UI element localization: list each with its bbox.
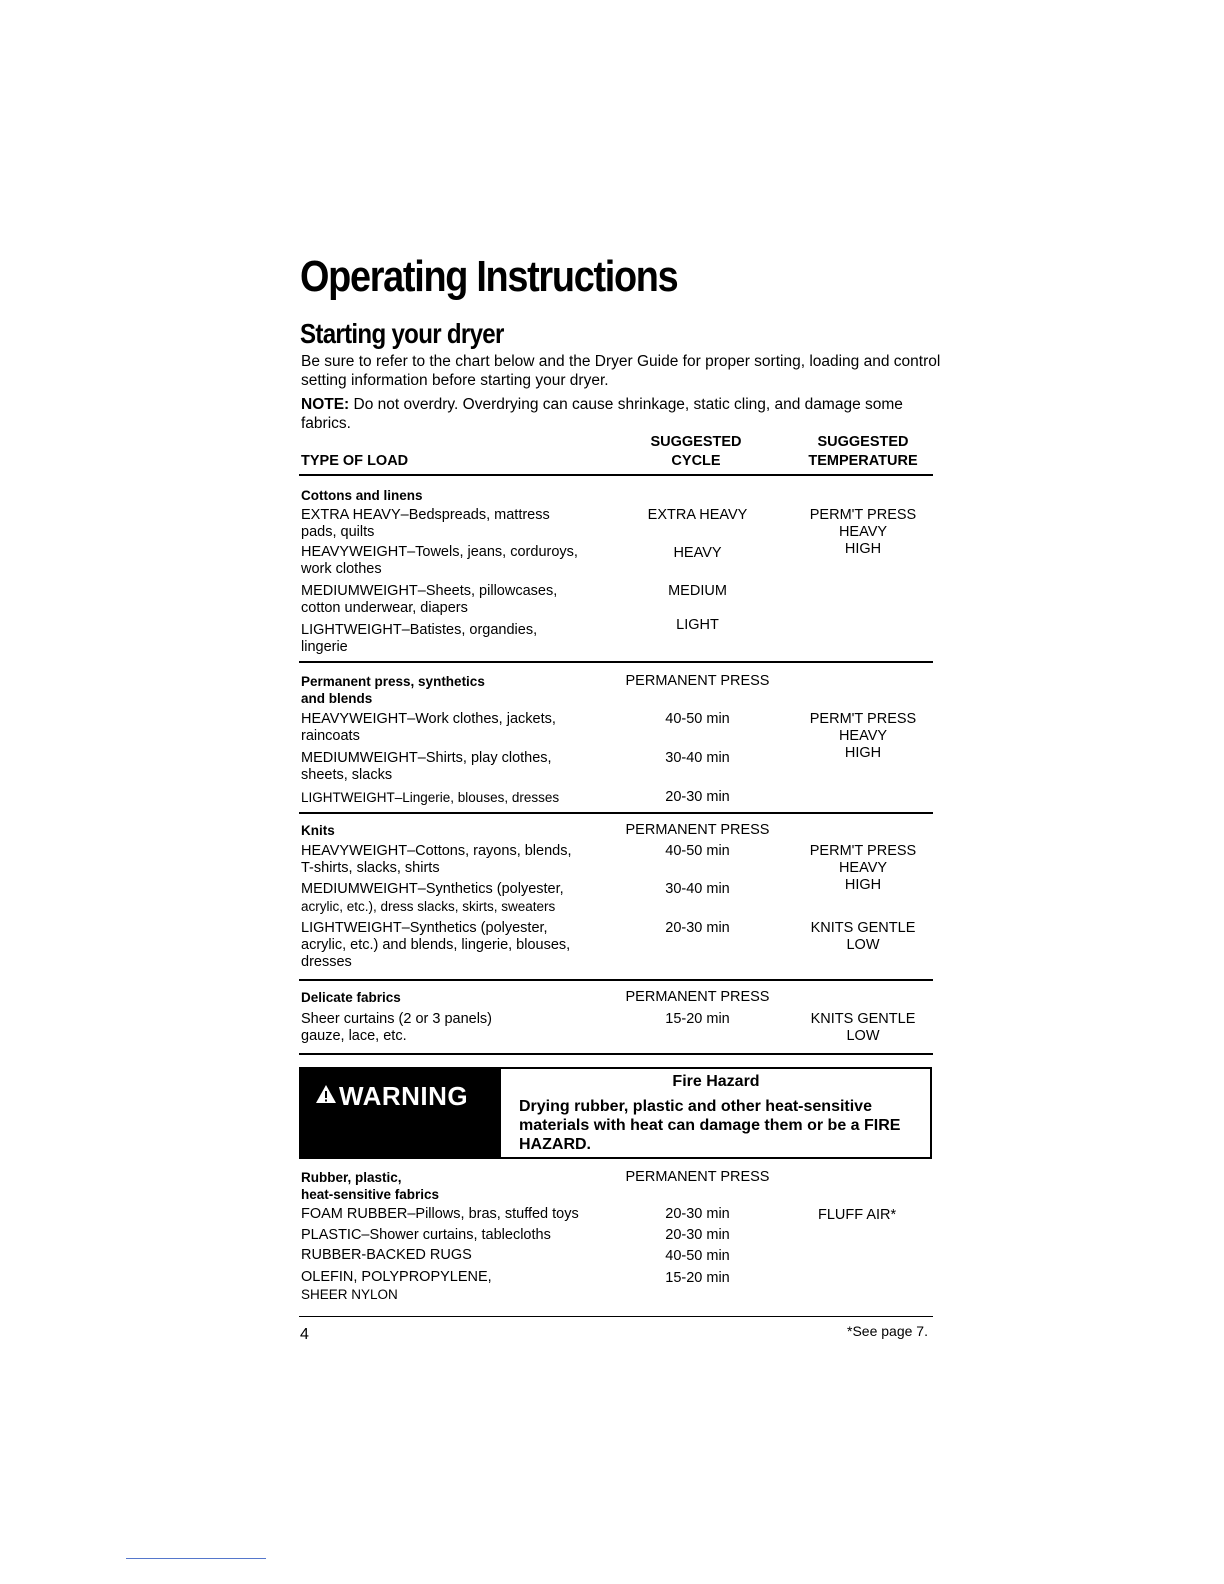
knits-temp-5: LOW [846,937,880,953]
permpress-row2-a: MEDIUMWEIGHT–Shirts, play clothes, [301,750,552,766]
cottons-row3-b: cotton underwear, diapers [301,600,468,616]
rubber-row4-b: SHEER NYLON [301,1287,398,1302]
permpress-row3-time: 20-30 min [665,789,730,805]
cottons-row3-a: MEDIUMWEIGHT–Sheets, pillowcases, [301,583,558,599]
note-label: NOTE: [301,396,350,413]
warning-label: WARNING [339,1081,469,1111]
rubber-row1-time: 20-30 min [665,1206,730,1222]
rubber-temp: FLUFF AIR* [818,1207,897,1223]
bottom-rule [126,1558,266,1559]
permpress-row1-a: HEAVYWEIGHT–Work clothes, jackets, [301,711,556,727]
knits-row3-b: acrylic, etc.) and blends, lingerie, blouses, [301,937,571,953]
page-number: 4 [300,1326,309,1343]
permpress-row3: LIGHTWEIGHT–Lingerie, blouses, dresses [301,790,560,805]
cottons-row3-cycle: MEDIUM [668,583,727,599]
cottons-title: Cottons and linens [301,488,423,503]
warning-label-panel [301,1069,501,1157]
knits-row1-time: 40-50 min [665,843,730,859]
permpress-row1-time: 40-50 min [665,711,730,727]
cottons-temp-3: HIGH [844,541,882,557]
permpress-title-2: and blends [301,691,373,706]
delicate-temp-1: KNITS GENTLE [810,1011,916,1027]
header-cycle-2: CYCLE [671,453,721,469]
rule [299,979,933,981]
rubber-row2-time: 20-30 min [665,1227,730,1243]
warning-heading: Fire Hazard [672,1073,760,1090]
knits-row3-c: dresses [301,954,352,970]
header-temp-1: SUGGESTED [817,434,909,450]
cottons-row1-b: pads, quilts [301,524,375,540]
rubber-row4-a: OLEFIN, POLYPROPYLENE, [301,1269,492,1285]
delicate-row1-b: gauze, lace, etc. [301,1028,407,1044]
cottons-row4-cycle: LIGHT [676,617,719,633]
knits-cycle: PERMANENT PRESS [625,822,770,838]
header-temp-2: TEMPERATURE [808,453,918,469]
knits-row2-a: MEDIUMWEIGHT–Synthetics (polyester, [301,881,564,897]
rubber-row3: RUBBER-BACKED RUGS [301,1247,472,1263]
permpress-row2-time: 30-40 min [665,750,730,766]
rubber-row3-time: 40-50 min [665,1248,730,1264]
intro-text [301,352,941,438]
header-type-of-load: TYPE OF LOAD [301,453,409,469]
knits-temp-3: HIGH [844,877,882,893]
permpress-temp-3: HIGH [844,745,882,761]
cottons-row4-b: lingerie [301,639,348,655]
rubber-title-1: Rubber, plastic, [301,1170,402,1185]
header-cycle-1: SUGGESTED [650,434,742,450]
footer-rule [299,1316,933,1317]
cottons-row2-cycle: HEAVY [673,545,722,561]
section-title: Starting your dryer [300,318,504,349]
cottons-row2-b: work clothes [301,561,382,577]
cottons-temp-2: HEAVY [838,524,888,540]
rubber-cycle: PERMANENT PRESS [625,1169,770,1185]
knits-title: Knits [301,823,335,838]
delicate-temp-2: LOW [846,1028,880,1044]
rule [299,1053,933,1055]
cottons-row2-a: HEAVYWEIGHT–Towels, jeans, corduroys, [301,544,578,560]
rubber-row2: PLASTIC–Shower curtains, tablecloths [301,1227,551,1243]
permpress-cycle: PERMANENT PRESS [625,673,770,689]
knits-row2-b: acrylic, etc.), dress slacks, skirts, sweaters [301,899,556,914]
knits-temp-4: KNITS GENTLE [810,920,916,936]
knits-temp-1: PERM'T PRESS [809,843,917,859]
warning-box [299,1067,932,1159]
knits-row3-a: LIGHTWEIGHT–Synthetics (polyester, [301,920,548,936]
delicate-cycle: PERMANENT PRESS [625,989,770,1005]
rule [299,474,933,476]
rubber-row1: FOAM RUBBER–Pillows, bras, stuffed toys [301,1206,579,1222]
intro-paragraph: Be sure to refer to the chart below and the Dryer Guide for proper sorting, loading and control setting information before starting your dryer. [301,353,941,389]
rule [299,661,933,663]
note-paragraph [301,395,941,433]
permpress-row1-b: raincoats [301,728,360,744]
permpress-temp-1: PERM'T PRESS [809,711,917,727]
knits-row2-time: 30-40 min [665,881,730,897]
delicate-title: Delicate fabrics [301,990,401,1005]
knits-temp-2: HEAVY [838,860,888,876]
rule [299,812,933,814]
warning-triangle-icon [315,1084,337,1109]
page-title: Operating Instructions [300,252,678,301]
note-text: Do not overdry. Overdrying can cause shrinkage, static cling, and damage some fabrics. [301,396,903,432]
cottons-row1-a: EXTRA HEAVY–Bedspreads, mattress [301,507,550,523]
permpress-temp-2: HEAVY [838,728,888,744]
permpress-row2-b: sheets, slacks [301,767,393,783]
rubber-title-2: heat-sensitive fabrics [301,1187,440,1202]
rubber-row4-time: 15-20 min [665,1270,730,1286]
cottons-temp-1: PERM'T PRESS [809,507,917,523]
knits-row1-b: T-shirts, slacks, shirts [301,860,440,876]
cottons-row4-a: LIGHTWEIGHT–Batistes, organdies, [301,622,538,638]
knits-row1-a: HEAVYWEIGHT–Cottons, rayons, blends, [301,843,572,859]
knits-row3-time: 20-30 min [665,920,730,936]
cottons-row1-cycle: EXTRA HEAVY [647,507,748,523]
delicate-row1-time: 15-20 min [665,1011,730,1027]
permpress-title-1: Permanent press, synthetics [301,674,485,689]
delicate-row1-a: Sheer curtains (2 or 3 panels) [301,1011,493,1027]
footnote: *See page 7. [847,1323,928,1339]
warning-body: Drying rubber, plastic and other heat-sensitive materials with heat can damage them or be a FIRE HAZARD. [519,1098,901,1153]
